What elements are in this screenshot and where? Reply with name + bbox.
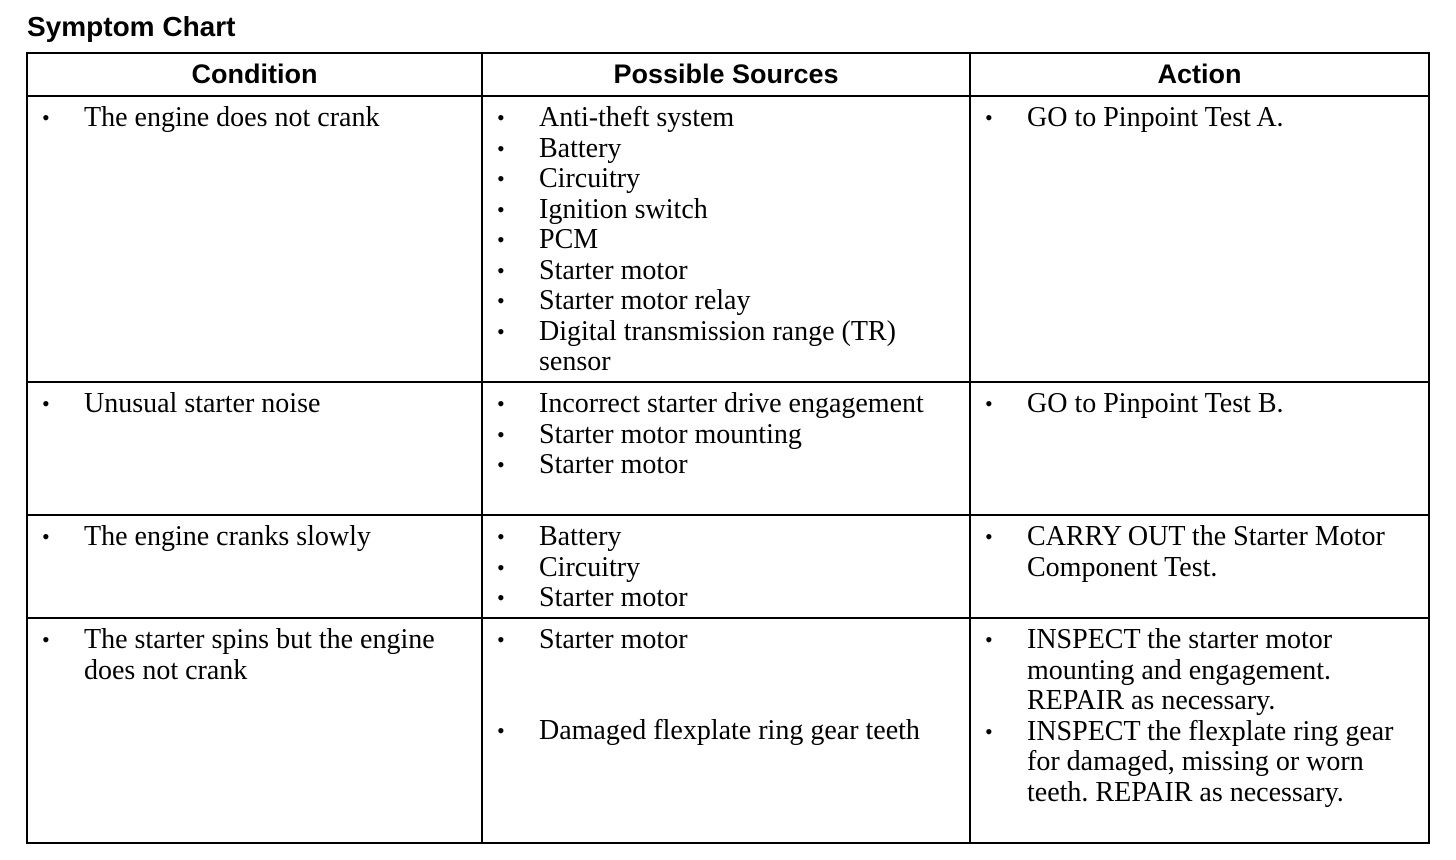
bullet-icon: • — [42, 524, 50, 549]
action-text: INSPECT the starter motor mounting and engagement. REPAIR as necessary. — [1027, 624, 1333, 716]
list-item — [483, 716, 969, 747]
table-row — [27, 96, 1429, 382]
action-cell — [970, 96, 1429, 382]
list-item — [971, 717, 1428, 809]
list-item — [483, 583, 969, 614]
action-text: GO to Pinpoint Test A. — [1027, 102, 1284, 133]
bullet-icon: • — [497, 257, 505, 283]
source-text: Battery — [539, 521, 622, 552]
list-item — [483, 256, 969, 287]
bullet-icon: • — [497, 391, 505, 416]
source-text: Starter motor — [539, 254, 688, 286]
action-text: CARRY OUT the Starter Motor Component Test. — [1027, 521, 1385, 583]
symptom-chart-table — [26, 52, 1430, 844]
spacer — [483, 686, 969, 716]
list-item — [483, 553, 969, 584]
list-item — [971, 103, 1428, 134]
source-text: PCM — [539, 224, 599, 255]
list-item — [971, 625, 1428, 717]
source-text: Starter motor — [539, 449, 688, 480]
condition-cell — [27, 515, 482, 618]
source-text: Digital transmission range (TR) sensor — [539, 315, 896, 377]
condition-text: Unusual starter noise — [84, 388, 321, 419]
sources-cell — [482, 618, 970, 843]
bullet-icon: • — [497, 524, 505, 549]
condition-cell — [27, 382, 482, 515]
source-text: Starter motor relay — [539, 285, 751, 316]
list-item — [483, 389, 969, 420]
bullet-icon: • — [497, 227, 505, 252]
source-text: Circuitry — [539, 551, 641, 583]
bullet-icon: • — [497, 627, 505, 652]
bullet-icon: • — [497, 554, 505, 580]
condition-text: The engine does not crank — [84, 102, 380, 133]
bullet-icon: • — [42, 627, 50, 652]
condition-cell — [27, 618, 482, 843]
list-item — [483, 195, 969, 226]
table-row — [27, 382, 1429, 515]
list-item — [483, 103, 969, 134]
list-item — [483, 450, 969, 481]
bullet-icon: • — [497, 452, 505, 477]
source-text: Starter motor — [539, 582, 688, 613]
list-item — [28, 389, 481, 420]
source-text: Incorrect starter drive engagement — [539, 388, 924, 419]
header-row — [27, 53, 1429, 96]
list-item — [483, 420, 969, 451]
list-item — [483, 286, 969, 317]
bullet-icon: • — [985, 524, 993, 549]
bullet-icon: • — [497, 105, 505, 130]
condition-cell — [27, 96, 482, 382]
source-text: Battery — [539, 132, 622, 164]
bullet-icon: • — [985, 105, 993, 130]
chart-title: Symptom Chart — [27, 11, 236, 42]
source-text: Starter motor mounting — [539, 418, 802, 450]
list-item — [483, 317, 969, 378]
header-condition: Condition — [27, 53, 482, 96]
bullet-icon: • — [497, 421, 505, 447]
condition-text: The engine cranks slowly — [84, 521, 371, 552]
header-action: Action — [970, 53, 1429, 96]
bullet-icon: • — [42, 105, 50, 130]
list-item — [483, 625, 969, 656]
list-item — [28, 625, 481, 686]
bullet-icon: • — [497, 318, 505, 344]
list-item — [483, 225, 969, 256]
list-item — [483, 164, 969, 195]
bullet-icon: • — [985, 627, 993, 652]
sources-cell — [482, 382, 970, 515]
source-text: Anti-theft system — [539, 102, 735, 133]
list-item — [28, 522, 481, 553]
bullet-icon: • — [42, 391, 50, 416]
action-cell — [970, 618, 1429, 843]
list-item — [971, 522, 1428, 583]
bullet-icon: • — [497, 717, 505, 743]
action-cell — [970, 515, 1429, 618]
header-possible-sources: Possible Sources — [482, 53, 970, 96]
action-text: INSPECT the flexplate ring gear for damaged, missing or worn teeth. REPAIR as necessary. — [1027, 715, 1394, 808]
source-text: Circuitry — [539, 163, 641, 194]
list-item — [483, 522, 969, 553]
sources-cell — [482, 515, 970, 618]
source-text: Starter motor — [539, 624, 688, 655]
list-item — [28, 103, 481, 134]
bullet-icon: • — [497, 166, 505, 191]
bullet-icon: • — [497, 585, 505, 610]
list-item — [483, 134, 969, 165]
bullet-icon: • — [497, 135, 505, 161]
source-text: Damaged flexplate ring gear teeth — [539, 714, 920, 746]
table-row — [27, 515, 1429, 618]
table-row — [27, 618, 1429, 843]
condition-text: The starter spins but the engine does not crank — [84, 624, 435, 686]
action-cell — [970, 382, 1429, 515]
sources-cell — [482, 96, 970, 382]
bullet-icon: • — [497, 196, 505, 222]
list-item — [971, 389, 1428, 420]
spacer — [483, 656, 969, 686]
bullet-icon: • — [985, 391, 993, 416]
bullet-icon: • — [497, 288, 505, 313]
source-text: Ignition switch — [539, 193, 708, 225]
action-text: GO to Pinpoint Test B. — [1027, 388, 1284, 419]
bullet-icon: • — [985, 718, 993, 744]
